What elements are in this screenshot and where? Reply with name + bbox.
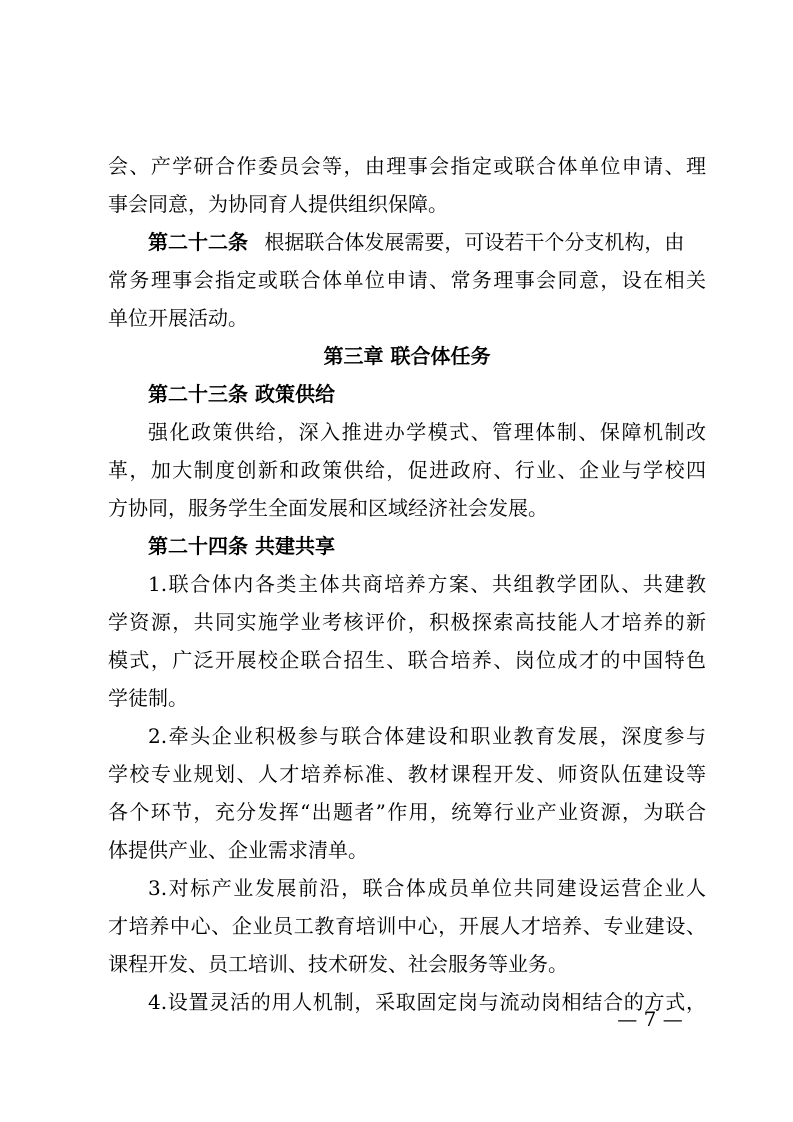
paragraph-line: 革，加大制度创新和政策供给，促进政府、行业、企业与学校四	[108, 458, 706, 482]
paragraph-line: 各个环节，充分发挥“出题者”作用，统筹行业产业资源，为联合	[108, 800, 706, 824]
paragraph-line: 模式，广泛开展校企联合招生、联合培养、岗位成才的中国特色	[108, 648, 706, 672]
article-22-line	[148, 223, 706, 261]
paragraph-line: 体提供产业、企业需求清单。	[108, 838, 368, 862]
paragraph-line: 方协同，服务学生全面发展和区域经济社会发展。	[108, 496, 548, 520]
chapter-title: 第三章 联合体任务	[323, 344, 491, 368]
paragraph-line: 事会同意，为协同育人提供组织保障。	[108, 192, 448, 216]
article-heading: 第二十二条	[148, 230, 248, 254]
paragraph-line: 课程开发、员工培训、技术研发、社会服务等业务。	[108, 952, 568, 976]
paragraph-line: 单位开展活动。	[108, 306, 248, 330]
paragraph-line: 才培养中心、企业员工教育培训中心，开展人才培养、专业建设、	[108, 914, 706, 938]
paragraph-line: 3.对标产业发展前沿，联合体成员单位共同建设运营企业人	[148, 876, 706, 900]
paragraph-line: 4.设置灵活的用人机制，采取固定岗与流动岗相结合的方式，	[148, 990, 706, 1014]
paragraph-line: 学校专业规划、人才培养标准、教材课程开发、师资队伍建设等	[108, 762, 706, 786]
article-text: 根据联合体发展需要，可设若干个分支机构，由	[264, 230, 685, 254]
paragraph-line: 常务理事会指定或联合体单位申请、常务理事会同意，设在相关	[108, 268, 706, 292]
paragraph-line: 会、产学研合作委员会等，由理事会指定或联合体单位申请、理	[108, 154, 706, 178]
paragraph-line: 1.联合体内各类主体共商培养方案、共组教学团队、共建教	[148, 572, 706, 596]
article-heading: 第二十四条 共建共享	[148, 534, 335, 558]
paragraph-line: 2.牵头企业积极参与联合体建设和职业教育发展，深度参与	[148, 724, 706, 748]
page-number: — 7 —	[617, 1007, 683, 1031]
paragraph-line: 学徒制。	[108, 686, 188, 710]
paragraph-line: 学资源，共同实施学业考核评价，积极探索高技能人才培养的新	[108, 610, 706, 634]
paragraph-line: 强化政策供给，深入推进办学模式、管理体制、保障机制改	[148, 420, 706, 444]
article-heading: 第二十三条 政策供给	[148, 382, 335, 406]
